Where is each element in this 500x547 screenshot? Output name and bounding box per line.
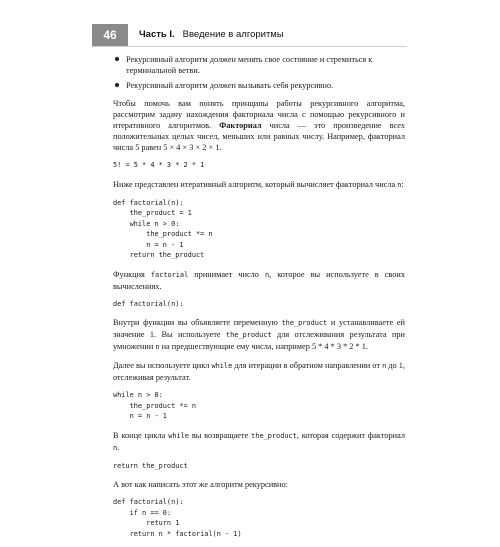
list-item: [113, 80, 405, 91]
part-label: Часть I.: [139, 29, 175, 40]
paragraph-iterative-intro: [113, 179, 405, 191]
paragraph-return: [113, 430, 405, 454]
code-block-while-loop: while n > 0: the_product *= n n = n - 1: [113, 391, 196, 420]
bullet-text: Рекурсивный алгоритм должен менять свое состояние и стремиться к терминальной ветви.: [126, 55, 373, 75]
text-run: на предшествующие ему числа, например 5 * 4 * 3 * 2 * 1.: [159, 342, 368, 351]
text-run: Далее вы используете цикл: [113, 361, 212, 370]
text-run: для отслеживания результата при умножении: [113, 330, 405, 351]
text-run: Внутри функции вы объявляете переменную: [113, 318, 282, 327]
code-block-recursive-factorial: def factorial(n): if n == 0: return 1 return n * factorial(n - 1): [113, 498, 242, 538]
text-run: до 1, отслеживая результат.: [113, 361, 405, 382]
code-block-factorial-formula: 5! = 5 * 4 * 3 * 2 * 1: [113, 161, 205, 169]
page-number: 46: [92, 24, 128, 46]
inline-code: n: [382, 362, 387, 370]
text-run: принимает число: [188, 269, 265, 279]
bullet-list: [113, 54, 405, 91]
inline-code: n: [113, 443, 118, 452]
text-run: вы возвращаете: [188, 430, 252, 440]
inline-code: n: [155, 343, 160, 351]
text-run: В конце цикла: [113, 430, 169, 440]
header-rule: [92, 46, 407, 47]
text-run: числа — это произведение всех положительных целых чисел, меньших или равных числу. Например, факториал числа 5 равен 5 × 4 × 3 × 2 × 1.: [113, 121, 405, 152]
chapter-title: Введение в алгоритмы: [182, 29, 284, 40]
text-run: :: [401, 179, 404, 189]
text-run: Ниже представлен итеративный алгоритм, который вычисляет факториал числа: [113, 179, 398, 189]
inline-code: the_product: [225, 331, 272, 339]
inline-code: while: [168, 431, 189, 440]
inline-code: factorial: [150, 270, 189, 279]
paragraph-factorial-intro: [113, 98, 405, 153]
text-run: для итерации в обратном направлении от: [232, 361, 383, 370]
inline-code: the_product: [281, 319, 328, 327]
paragraph-recursive-intro: А вот как написать этот же алгоритм рекурсивно:: [113, 480, 288, 489]
text-run: , которая содержит факториал: [296, 430, 406, 440]
running-header: [139, 29, 284, 40]
text-run: , которое вы используете в своих вычислениях.: [113, 269, 405, 291]
bullet-icon: [115, 83, 119, 87]
inline-code: n: [397, 180, 402, 189]
page-body: [113, 54, 405, 547]
paragraph-function-arg: [113, 269, 405, 292]
text-run: Чтобы помочь вам понять принципы работы рекурсивного алгоритма, рассмотрим задачу нахождения факториала числа с помощью рекурсивного и итеративного алгоритмов.: [113, 99, 405, 130]
inline-code: n: [264, 270, 270, 279]
term-factorial: Факториал: [219, 121, 262, 130]
paragraph-while-loop: [113, 360, 405, 383]
text-run: Функция: [113, 269, 151, 279]
inline-code: the_product: [251, 431, 297, 440]
text-run: .: [117, 442, 120, 452]
text-run: и устанавливаете ей значение 1. Вы используете: [113, 318, 405, 339]
list-item: [113, 54, 405, 76]
code-block-iterative-factorial: def factorial(n): the_product = 1 while n > 0: the_product *= n n = n - 1 return the_product: [113, 198, 213, 259]
bullet-text: Рекурсивный алгоритм должен вызывать себя рекурсивно.: [126, 81, 334, 90]
paragraph-the-product: [113, 317, 405, 353]
bullet-icon: [115, 57, 119, 61]
code-block-return: return the_product: [113, 461, 188, 470]
code-block-def-line: def factorial(n):: [113, 299, 184, 308]
inline-code: while: [211, 362, 233, 370]
